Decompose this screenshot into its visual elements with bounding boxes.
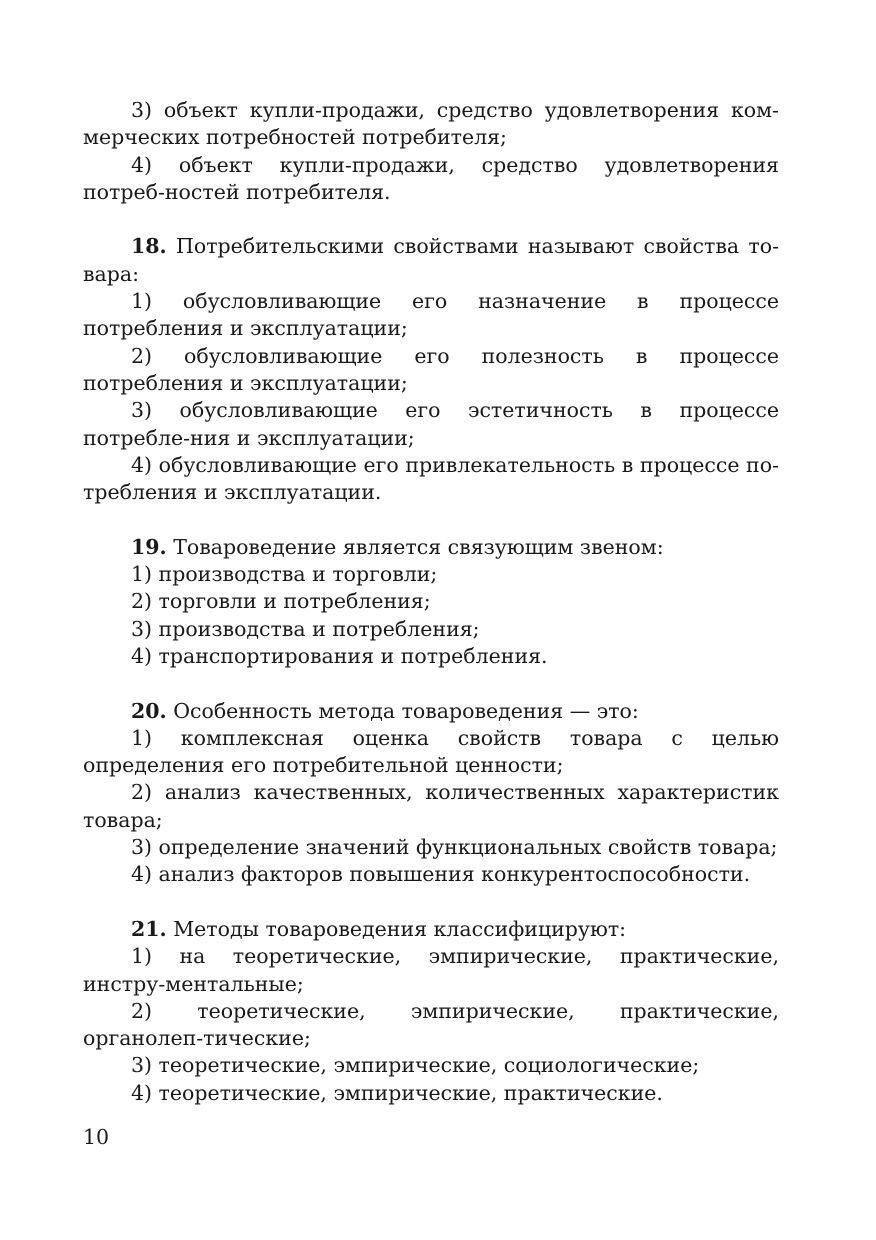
option-3: 3) производства и потребления;: [131, 616, 480, 641]
question-text: Особенность метода товароведения — это:: [166, 698, 639, 723]
option-4: 4) транспортирования и потребления.: [131, 643, 548, 668]
question-20: [83, 698, 779, 889]
page-body: [83, 97, 779, 1107]
question-stem: [83, 916, 779, 943]
question-text: Методы товароведения классифицируют:: [166, 916, 627, 941]
question-19: [83, 534, 779, 670]
option-4: 4) анализ факторов повышения конкурентоспособности.: [131, 862, 751, 887]
option-3: 3) теоретические, эмпирические, социологические;: [131, 1053, 700, 1078]
option-4: 4) теоретические, эмпирические, практические.: [131, 1080, 663, 1105]
option-1: 1) производства и торговли;: [131, 562, 438, 587]
question-stem: [83, 698, 779, 725]
question-number: 20.: [131, 698, 167, 723]
option-2: 2) теоретические, эмпирические, практические, органолеп-тические;: [83, 998, 779, 1051]
option-3: 3) обусловливающие его эстетичность в процессе потребле-ния и эксплуатации;: [83, 398, 779, 450]
option-2: 2) обусловливающие его полезность в процессе потребления и эксплуатации;: [83, 343, 779, 395]
question-number: 18.: [131, 234, 167, 259]
option-1: 1) комплексная оценка свойств товара с целью определения его потребительной ценности;: [83, 725, 779, 778]
option-4: 4) объект купли-продажи, средство удовлетворения потреб-ностей потребителя.: [83, 152, 779, 204]
question-stem: [83, 534, 779, 561]
question-number: 21.: [131, 916, 167, 941]
option-3: 3) определение значений функциональных свойств товара;: [131, 835, 778, 860]
question-18: [83, 233, 779, 506]
question-stem: [83, 233, 779, 288]
question-21: [83, 916, 779, 1107]
question-number: 19.: [131, 534, 167, 559]
option-2: 2) анализ качественных, количественных характеристик товара;: [83, 780, 779, 832]
page-number: 10: [83, 1125, 110, 1149]
option-1: 1) обусловливающие его назначение в процессе потребления и эксплуатации;: [83, 289, 779, 341]
option-2: 2) торговли и потребления;: [131, 589, 431, 614]
option-1: 1) на теоретические, эмпирические, практические, инстру-ментальные;: [83, 944, 779, 996]
question-text: Потребительскими свойствами называют свойства то-вара:: [83, 234, 779, 286]
continuation-block: [83, 97, 779, 206]
question-text: Товароведение является связующим звеном:: [166, 534, 664, 559]
option-3: 3) объект купли-продажи, средство удовлетворения ком-мерческих потребностей потребителя;: [83, 98, 779, 150]
option-4: 4) обусловливающие его привлекательность в процессе по-требления и эксплуатации.: [83, 452, 779, 505]
